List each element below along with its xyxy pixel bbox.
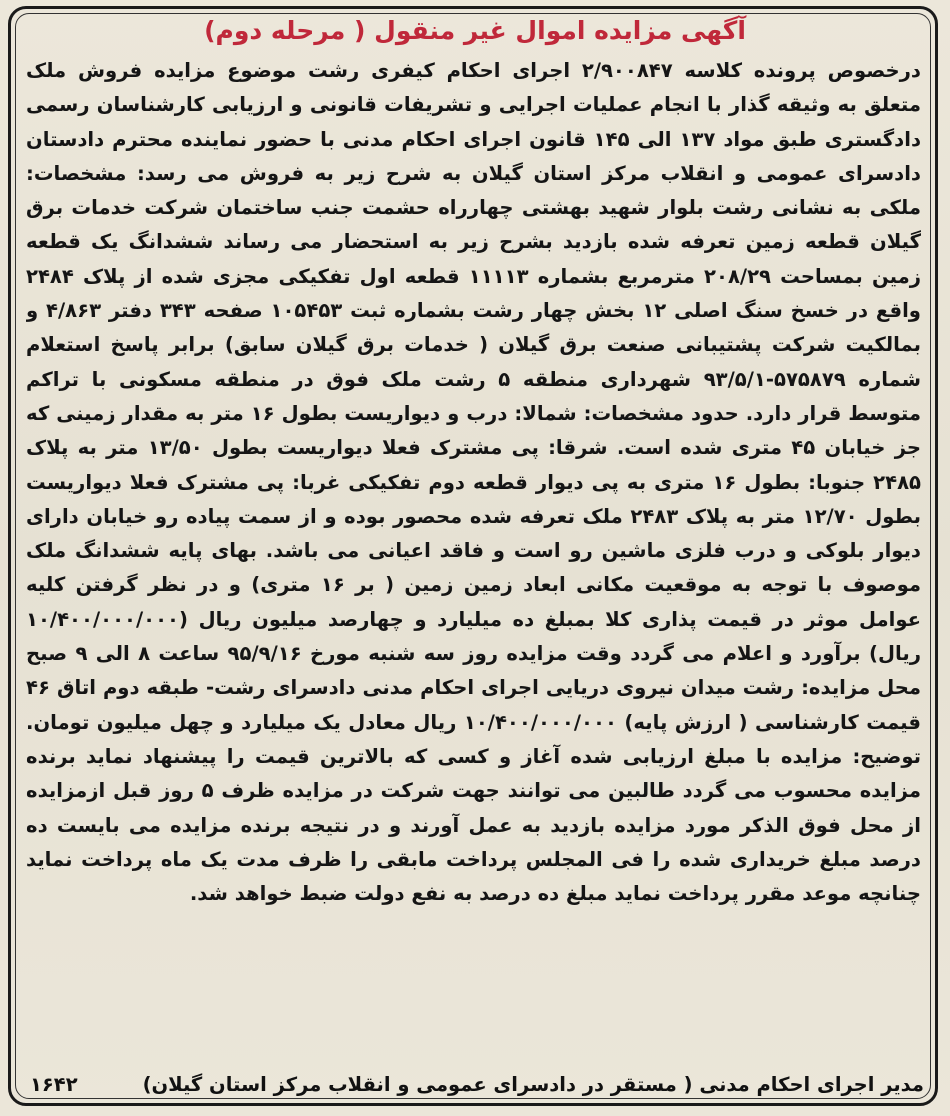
notice-footer (30, 1068, 924, 1102)
ad-number: ۱۶۴۲ (30, 1073, 78, 1096)
notice-body: درخصوص پرونده کلاسه ۲/۹۰۰۸۴۷ اجرای احکام کیفری رشت موضوع مزایده فروش ملک متعلق به وثیقه گذار با انجام عملیات اجرایی و تشریفات قانونی و ارزیابی کارشناسان رسمی دادگستری طبق مواد ۱۳۷ الی ۱۴۵ قانون اجرای احکام مدنی با حضور نماینده محترم دادستان دادسرای عمومی و انقلاب مرکز استان گیلان به شرح زیر به فروش می رسد: مشخصات: ملکی به نشانی رشت بلوار شهید بهشتی چهارراه حشمت جنب ساختمان شرکت خدمات برق گیلان قطعه زمین تعرفه شده بازدید بشرح زیر به استحضار می رساند ششدانگ یک قطعه زمین بمساحت ۲۰۸/۲۹ مترمربع بشماره ۱۱۱۱۳ قطعه اول تفکیکی مجزی شده از پلاک ۲۴۸۴ واقع در خسخ سنگ اصلی ۱۲ بخش چهار رشت بشماره ثبت ۱۰۵۴۵۳ صفحه ۳۴۳ دفتر ۴/۸۶۳ و بمالکیت شرکت پشتیبانی صنعت برق گیلان ( خدمات برق گیلان سابق) برابر پاسخ استعلام شماره ۵۷۵۸۷۹-۹۳/۵/۱ شهرداری منطقه ۵ رشت ملک فوق در منطقه مسکونی با تراکم متوسط قرار دارد. حدود مشخصات: شمالا: درب و دیواریست بطول ۱۶ متر به مقدار زمینی که جز خیابان ۴۵ متری شده است. شرقا: پی مشترک فعلا دیواریست بطول ۱۳/۵۰ متر به پلاک ۲۴۸۵ جنوبا: بطول ۱۶ متری به پی دیوار قطعه دوم تفکیکی غربا: پی مشترک فعلا دیواریست بطول ۱۲/۷۰ متر به پلاک ۲۴۸۳ ملک تعرفه شده محصور بوده و از سمت پیاده رو خیابان دارای دیوار بلوکی و درب فلزی ماشین رو است و فاقد اعیانی می باشد. بهای پایه ششدانگ ملک موصوف با توجه به موقعیت مکانی ابعاد زمین زمین ( بر ۱۶ متری) و در نظر گرفتن کلیه عوامل موثر در قیمت پذاری کلا بمبلغ ده میلیارد و چهارصد میلیون ریال (۱۰/۴۰۰/۰۰۰/۰۰۰ ریال) برآورد و اعلام می گردد وقت مزایده روز سه شنبه مورخ ۹۵/۹/۱۶ ساعت ۸ الی ۹ صبح محل مزایده: رشت میدان نیروی دریایی اجرای احکام مدنی دادسرای رشت- طبقه دوم اتاق ۴۶ قیمت کارشناسی ( ارزش پایه) ۱۰/۴۰۰/۰۰۰/۰۰۰ ریال معادل یک میلیارد و چهل میلیون تومان. توضیح: مزایده با مبلغ ارزیابی شده آغاز و کسی که بالاترین قیمت را پیشنهاد نماید برنده مزایده محسوب می گردد طالبین می توانند جهت شرکت در مزایده ظرف ۵ روز قبل ازمزایده از محل فوق الذکر مورد مزایده بازدید به عمل آورند و در نتیجه برنده مزایده می بایست ده درصد مبلغ خریداری شده را فی المجلس پرداخت مابقی را ظرف مدت یک ماه پرداخت نماید چنانچه موعد مقرر پرداخت نماید مبلغ ده درصد به نفع دولت ضبط خواهد شد. (26, 59, 921, 906)
issuer-signature: مدیر اجرای احکام مدنی ( مستقر در دادسرای عمومی و انقلاب مرکز استان گیلان) (142, 1073, 924, 1096)
notice-title: آگهی مزایده اموال غیر منقول ( مرحله دوم) (204, 16, 746, 45)
